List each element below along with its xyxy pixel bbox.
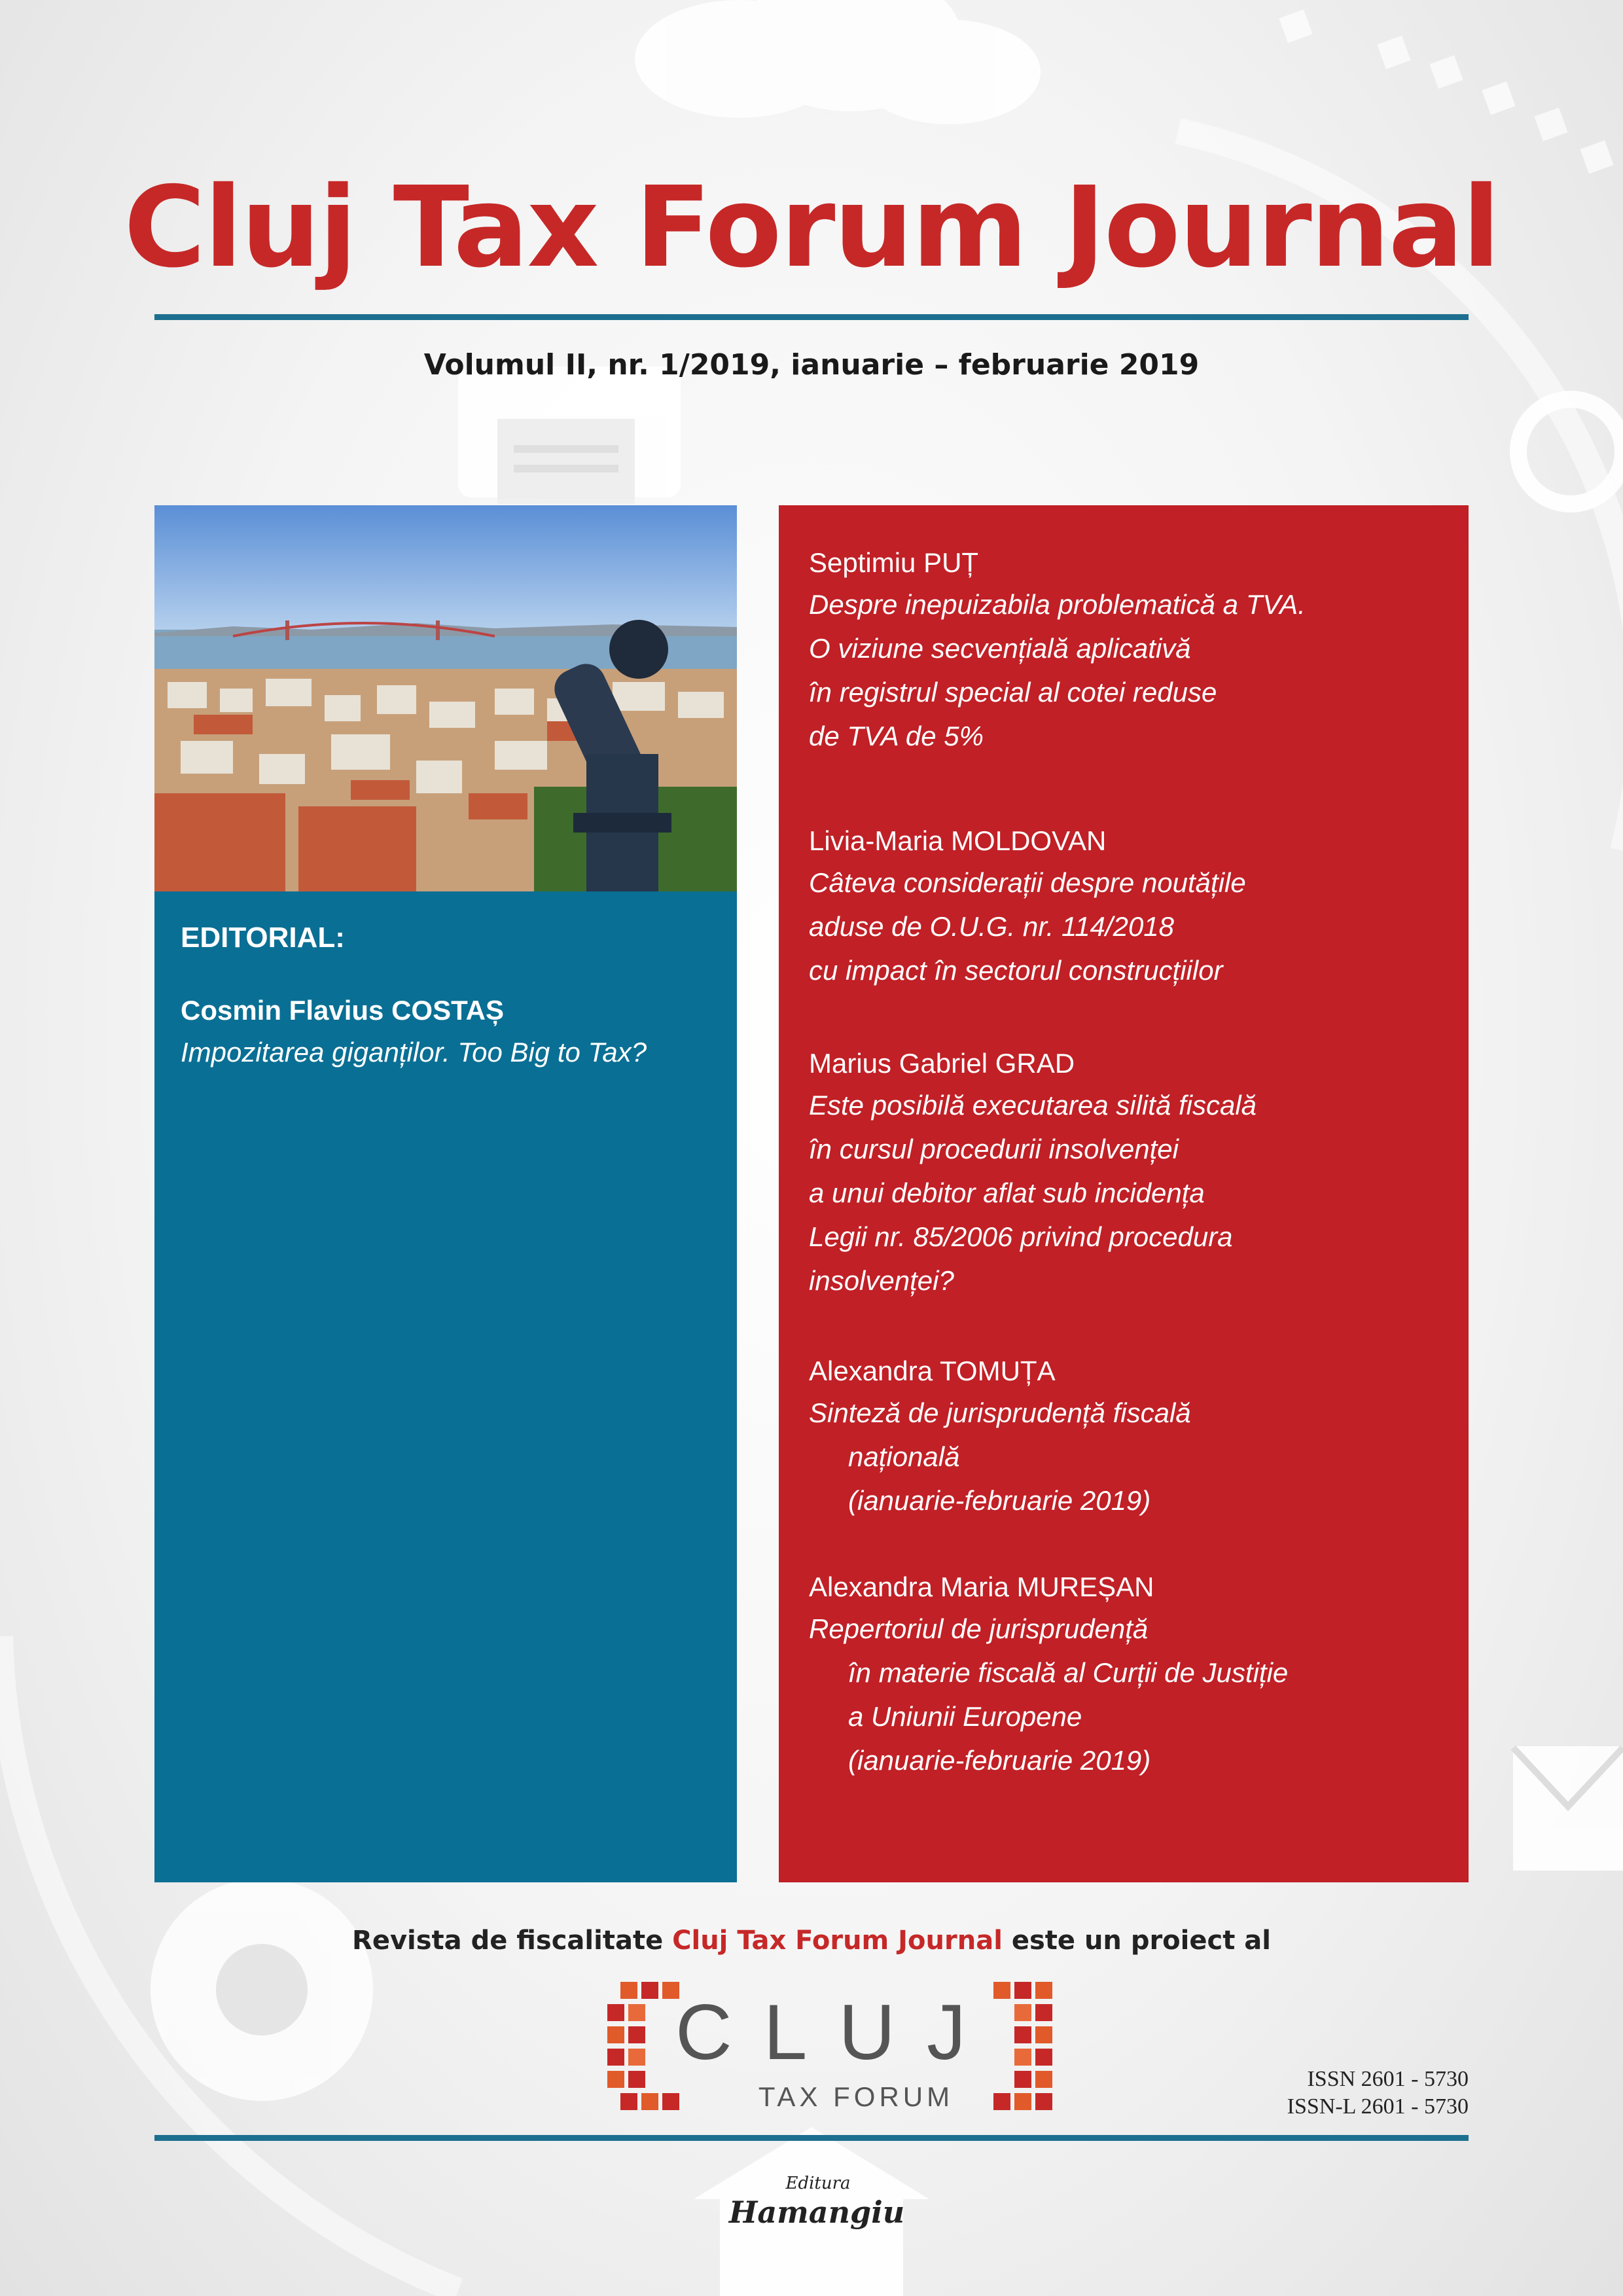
article-title-line: Câteva considerații despre noutățile bbox=[809, 867, 1246, 898]
article-title-line: aduse de O.U.G. nr. 114/2018 bbox=[809, 911, 1175, 942]
cover-photo bbox=[154, 505, 737, 891]
hamangiu-logo bbox=[728, 2160, 905, 2245]
article-title-line: în materie fiscală al Curții de Justiție bbox=[848, 1657, 1289, 1688]
article-4 bbox=[809, 1352, 1450, 1522]
article-title-line: (ianuarie-februarie 2019) bbox=[848, 1745, 1151, 1776]
article-title-line: Despre inepuizabila problematică a TVA. bbox=[809, 589, 1306, 620]
publisher-small: Editura bbox=[785, 2174, 851, 2193]
cluj-tax-forum-logo bbox=[607, 1975, 1065, 2114]
project-statement-end: este un proiect al bbox=[1002, 1926, 1271, 1956]
logo-bracket-pattern bbox=[607, 1975, 1065, 2114]
mail-icon bbox=[1513, 1746, 1623, 1871]
editorial-title: Impozitarea giganților. Too Big to Tax? bbox=[181, 1037, 647, 1067]
logo-subtext: TAX FORUM bbox=[758, 2081, 954, 2112]
article-1 bbox=[809, 543, 1450, 758]
article-title-line: în registrul special al cotei reduse bbox=[809, 677, 1217, 708]
editorial-author: Cosmin Flavius COSTAȘ bbox=[181, 995, 504, 1026]
article-title-line: a unui debitor aflat sub incidența bbox=[809, 1177, 1205, 1208]
article-title-line: națională bbox=[848, 1441, 960, 1472]
articles-panel bbox=[779, 505, 1469, 1882]
lisbon-view-image bbox=[154, 505, 737, 891]
article-author: Marius Gabriel GRAD bbox=[809, 1048, 1075, 1079]
publisher-logo bbox=[728, 2160, 905, 2245]
project-statement-journal: Cluj Tax Forum Journal bbox=[672, 1926, 1003, 1956]
article-author: Septimiu PUȚ bbox=[809, 547, 979, 578]
issn-l-number: ISSN-L 2601 - 5730 bbox=[1287, 2094, 1469, 2119]
editorial-panel bbox=[154, 505, 737, 1882]
article-5 bbox=[809, 1568, 1450, 1782]
article-author: Alexandra Maria MUREȘAN bbox=[809, 1571, 1154, 1602]
article-title-line: Legii nr. 85/2006 privind procedura bbox=[809, 1221, 1233, 1252]
header-rule bbox=[154, 314, 1469, 320]
issn-block bbox=[1287, 2066, 1469, 2121]
article-title-line: O viziune secvențială aplicativă bbox=[809, 633, 1191, 664]
article-author: Livia-Maria MOLDOVAN bbox=[809, 825, 1107, 856]
journal-title-text: Cluj Tax Forum Journal bbox=[124, 163, 1499, 293]
article-3 bbox=[809, 1044, 1450, 1302]
editorial-heading: EDITORIAL: bbox=[181, 922, 345, 954]
article-title-line: Sinteză de jurisprudență fiscală bbox=[809, 1397, 1191, 1428]
article-title-line: Este posibilă executarea silită fiscală bbox=[809, 1090, 1257, 1121]
article-title-line: a Uniunii Europene bbox=[848, 1701, 1082, 1732]
printer-icon bbox=[458, 367, 681, 504]
logo-text: CLUJ bbox=[675, 1988, 998, 2076]
issue-subtitle: Volumul II, nr. 1/2019, ianuarie – februarie 2019 bbox=[423, 348, 1200, 382]
project-statement-start: Revista de fiscalitate bbox=[352, 1926, 673, 1956]
article-2 bbox=[809, 821, 1450, 992]
article-title-line: (ianuarie-februarie 2019) bbox=[848, 1485, 1151, 1516]
article-author: Alexandra TOMUȚA bbox=[809, 1355, 1056, 1386]
article-title-line: Repertoriul de jurisprudență bbox=[809, 1613, 1149, 1644]
cloud-upload-icon bbox=[635, 0, 1041, 124]
publisher-name: Hamangiu bbox=[728, 2195, 905, 2230]
issn-number: ISSN 2601 - 5730 bbox=[1307, 2067, 1469, 2091]
film-strip-icon bbox=[1279, 9, 1613, 173]
article-title-line: de TVA de 5% bbox=[809, 721, 984, 751]
article-title-line: cu impact în sectorul construcțiilor bbox=[809, 955, 1223, 986]
gear-icon bbox=[151, 1878, 373, 2101]
article-title-line: insolvenței? bbox=[809, 1265, 954, 1296]
footer-rule bbox=[154, 2135, 1469, 2141]
project-statement bbox=[0, 1926, 1623, 1956]
article-title-line: în cursul procedurii insolvenței bbox=[809, 1134, 1179, 1164]
journal-title bbox=[0, 162, 1623, 293]
